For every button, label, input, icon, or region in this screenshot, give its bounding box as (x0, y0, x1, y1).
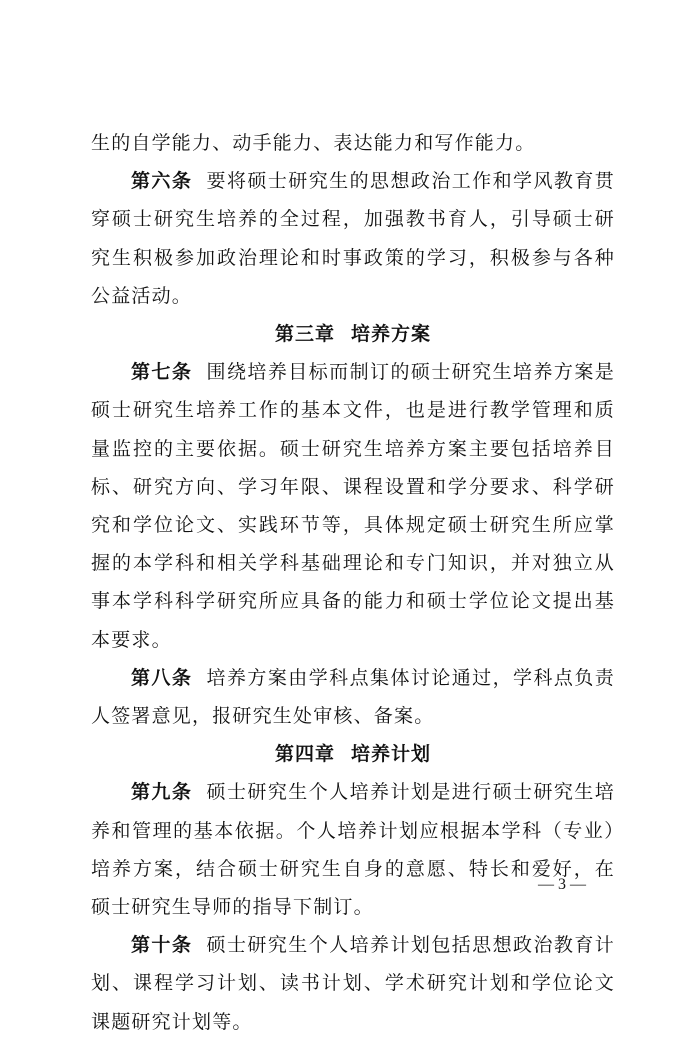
article-10 (91, 926, 615, 1041)
article-7-text: 围绕培养目标而制订的硕士研究生培养方案是硕士研究生培养工作的基本文件，也是进行教学管理和质量监控的主要依据。硕士研究生培养方案主要包括培养目标、研究方向、学习年限、课程设置和学分要求、科学研究和学位论文、实践环节等，具体规定硕士研究生所应掌握的本学科和相关学科基础理论和专门知识，并对独立从事本学科科学研究所应具备的能力和硕士学位论文提出基本要求。 (91, 361, 615, 651)
chapter-4-number: 第四章 (274, 743, 335, 766)
page-number: — 3 — (538, 876, 586, 893)
article-8-number: 第八条 (131, 666, 193, 689)
chapter-3-heading (91, 315, 615, 353)
article-8 (91, 659, 615, 735)
chapter-3-title: 培养方案 (351, 323, 432, 346)
chapter-4-title: 培养计划 (351, 743, 432, 766)
article-6-number: 第六条 (131, 170, 193, 193)
article-10-text: 硕士研究生个人培养计划包括思想政治教育计划、课程学习计划、读书计划、学术研究计划和学位论文课题研究计划等。 (91, 934, 615, 1033)
article-6 (91, 162, 615, 315)
chapter-3-number: 第三章 (274, 323, 335, 346)
article-8-text: 培养方案由学科点集体讨论通过，学科点负责人签署意见，报研究生处审核、备案。 (91, 666, 615, 728)
paragraph-continuation: 生的自学能力、动手能力、表达能力和写作能力。 (91, 132, 536, 154)
article-7 (91, 353, 615, 659)
article-9 (91, 773, 615, 926)
article-7-number: 第七条 (131, 361, 193, 384)
article-6-text: 要将硕士研究生的思想政治工作和学风教育贯穿硕士研究生培养的全过程，加强教书育人，引导硕士研究生积极参加政治理论和时事政策的学习，积极参与各种公益活动。 (91, 170, 615, 307)
article-10-number: 第十条 (131, 934, 193, 957)
article-9-number: 第九条 (131, 781, 193, 804)
chapter-4-heading (91, 735, 615, 773)
article-9-text: 硕士研究生个人培养计划是进行硕士研究生培养和管理的基本依据。个人培养计划应根据本学科（专业）培养方案，结合硕士研究生自身的意愿、特长和爱好，在硕士研究生导师的指导下制订。 (91, 781, 615, 919)
document-body (91, 124, 615, 1041)
